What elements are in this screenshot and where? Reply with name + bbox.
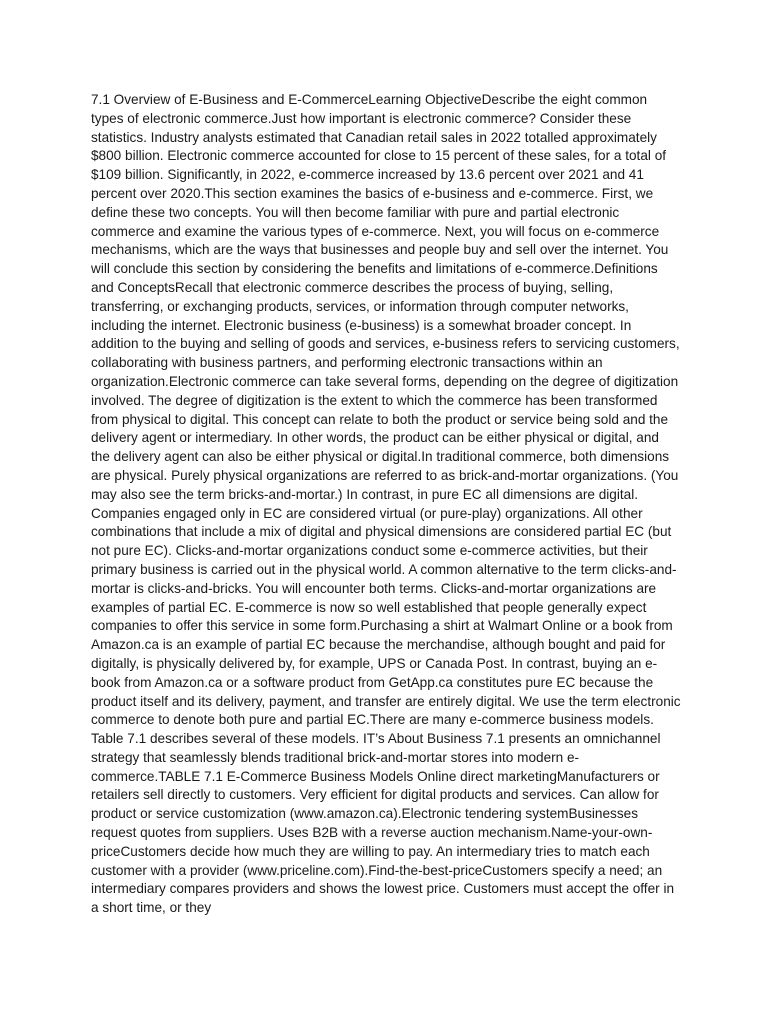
body-text-paragraph: 7.1 Overview of E-Business and E-CommerceLearning ObjectiveDescribe the eight common types of electronic commerce.Just how important is electronic commerce? Consider these statistics. Industry analysts estimated that Canadian retail sales in 2022 totalled approximately $800 billion. Electronic commerce accounted for close to 15 percent of these sales, for a total of $109 billion. Significantly, in 2022, e-commerce increased by 13.6 percent over 2021 and 41 percent over 2020.This section examines the basics of e-business and e-commerce. First, we define these two concepts. You will then become familiar with pure and partial electronic commerce and examine the various types of e-commerce. Next, you will focus on e-commerce mechanisms, which are the ways that businesses and people buy and sell over the internet. You will conclude this section by considering the benefits and limitations of e-commerce.Definitions and ConceptsRecall that electronic commerce describes the process of buying, selling, transferring, or exchanging products, services, or information through computer networks, including the internet. Electronic business (e-business) is a somewhat broader concept. In addition to the buying and selling of goods and services, e-business refers to servicing customers, collaborating with business partners, and performing electronic transactions within an organization.Electronic commerce can take several forms, depending on the degree of digitization involved. The degree of digitization is the extent to which the commerce has been transformed from physical to digital. This concept can relate to both the product or service being sold and the delivery agent or intermediary. In other words, the product can be either physical or digital, and the delivery agent can also be either physical or digital.In traditional commerce, both dimensions are physical. Purely physical organizations are referred to as brick-and-mortar organizations. (You may also see the term bricks-and-mortar.) In contrast, in pure EC all dimensions are digital. Companies engaged only in EC are considered virtual (or pure-play) organizations. All other combinations that include a mix of digital and physical dimensions are considered partial EC (but not pure EC). Clicks-and-mortar organizations conduct some e-commerce activities, but their primary business is carried out in the physical world. A common alternative to the term clicks-and-mortar is clicks-and-bricks. You will encounter both terms. Clicks-and-mortar organizations are examples of partial EC. E-commerce is now so well established that people generally expect companies to offer this service in some form.Purchasing a shirt at Walmart Online or a book from Amazon.ca is an example of partial EC because the merchandise, although bought and paid for digitally, is physically delivered by, for example, UPS or Canada Post. In contrast, buying an e-book from Amazon.ca or a software product from GetApp.ca constitutes pure EC because the product itself and its delivery, payment, and transfer are entirely digital. We use the term electronic commerce to denote both pure and partial EC.There are many e-commerce business models. Table 7.1 describes several of these models. IT’s About Business 7.1 presents an omnichannel strategy that seamlessly blends traditional brick-and-mortar stores into modern e-commerce.TABLE 7.1 E-Commerce Business Models Online direct marketingManufacturers or retailers sell directly to customers. Very efficient for digital products and services. Can allow for product or service customization (www.amazon.ca).Electronic tendering systemBusinesses request quotes from suppliers. Uses B2B with a reverse auction mechanism.Name-your-own-priceCustomers decide how much they are willing to pay. An intermediary tries to match each customer with a provider (www.priceline.com).Find-the-best-priceCustomers specify a need; an intermediary compares providers and shows the lowest price. Customers must accept the offer in a short time, or they bbox=[91, 92, 681, 916]
